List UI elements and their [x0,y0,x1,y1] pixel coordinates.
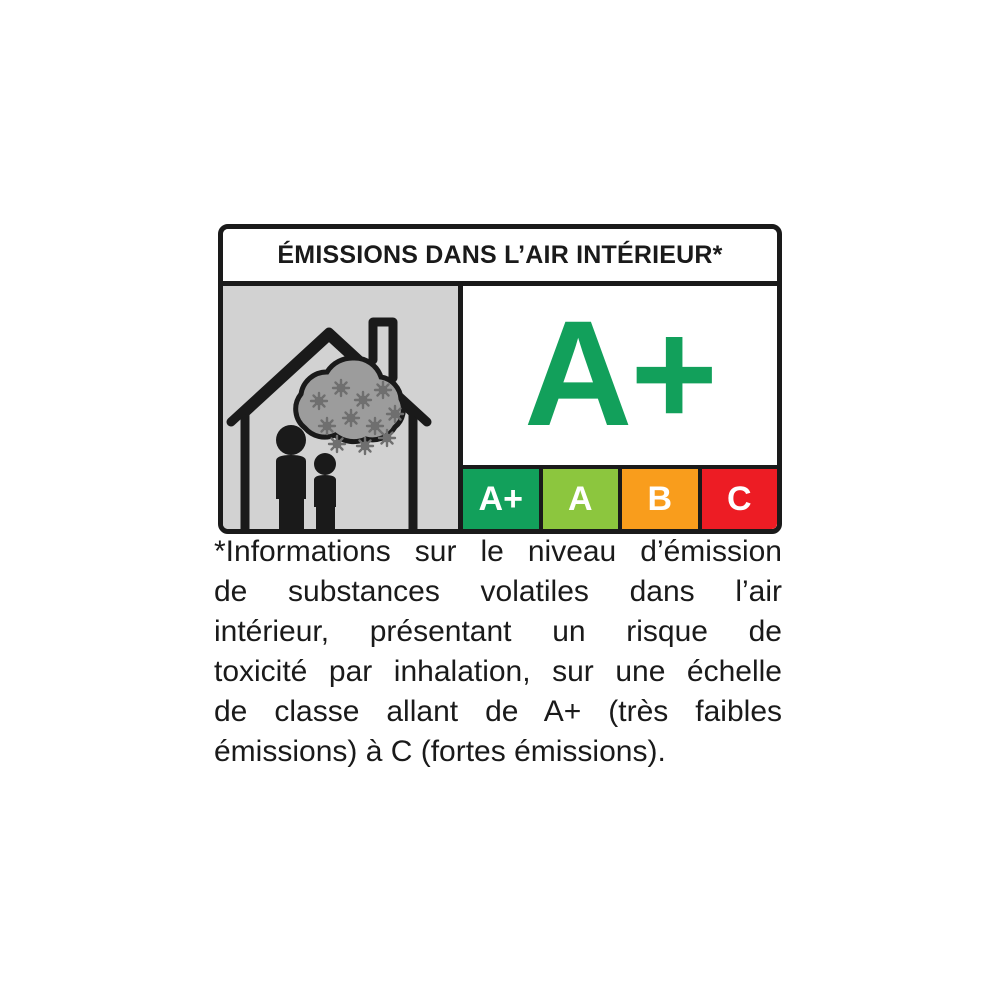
label-title: ÉMISSIONS DANS L’AIR INTÉRIEUR* [223,229,777,281]
scale-cell-b: B [622,469,702,529]
footnote-text [214,532,782,772]
footnote-line-3: intérieur, présentant un risque de [214,615,782,648]
footnote-line-5: de classe allant de A+ (très faibles [214,695,782,728]
scale-cell-a: A [543,469,623,529]
house-emission-pictogram [223,286,463,529]
emission-class-scale [463,465,777,529]
grade-value: A+ [524,288,716,457]
label-box [218,224,782,534]
grade-panel [463,286,777,529]
footnote-line-1: *Informations sur le niveau d’émission [214,535,782,568]
footnote-line-6: émissions) à C (fortes émissions). [214,735,666,768]
scale-cell-c: C [702,469,778,529]
indoor-air-emission-label [218,224,782,534]
footnote-line-4: toxicité par inhalation, sur une échelle [214,655,782,688]
label-body [223,281,777,529]
scale-cell-a-plus: A+ [463,469,543,529]
footnote-line-2: de substances volatiles dans l’air [214,575,782,608]
